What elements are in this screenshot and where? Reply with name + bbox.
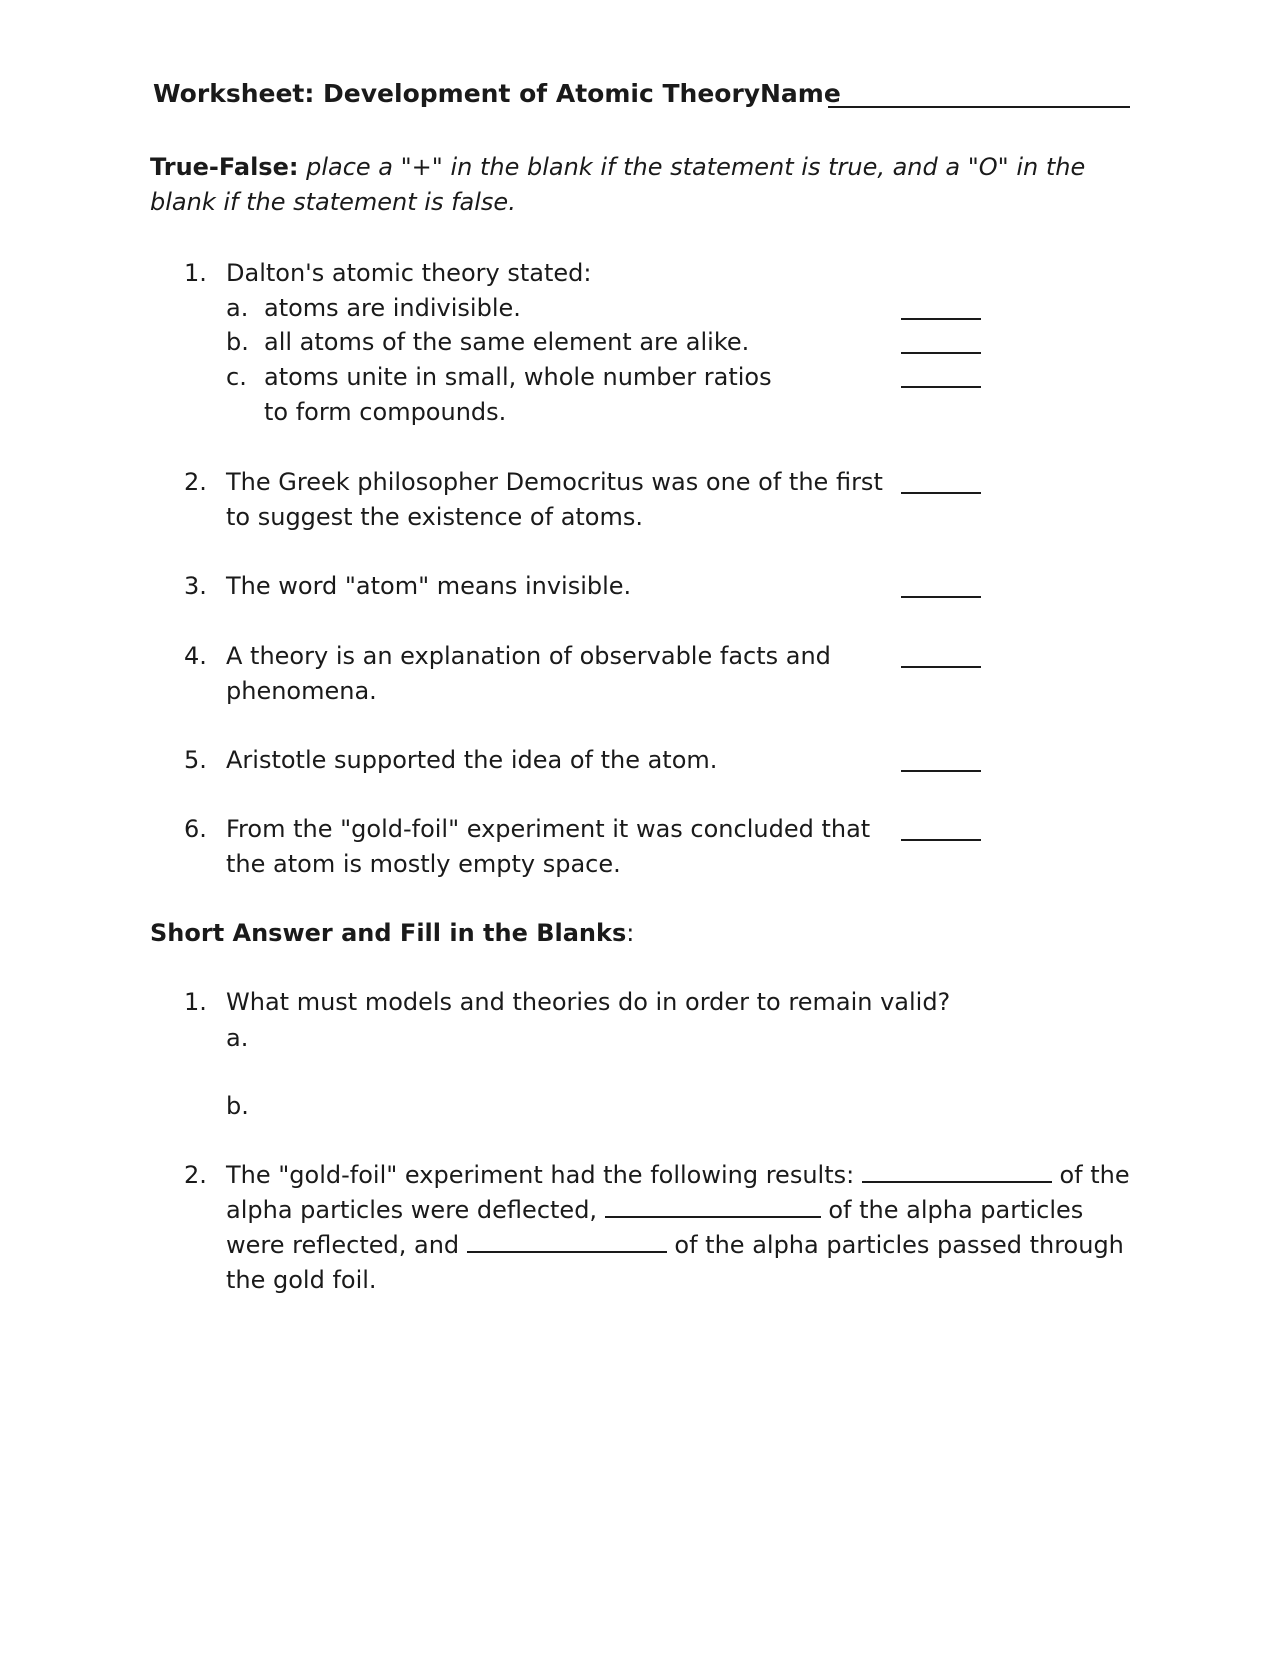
true-false-heading: True-False:: [150, 153, 299, 181]
name-blank[interactable]: [828, 106, 1130, 108]
question-text: What must models and theories do in order to remain valid?: [226, 988, 951, 1016]
answer-blank[interactable]: [901, 596, 981, 598]
question-line-2: [226, 1193, 1083, 1228]
question-line-1: [226, 1158, 1130, 1193]
item-text: atoms are indivisible.: [264, 294, 521, 322]
question-text: Aristotle supported the idea of the atom.: [226, 746, 718, 774]
true-false-instruction-text: place a "+" in the blank if the statement is true, and a "O" in the blank if the statement is false.: [150, 153, 1086, 216]
question-text: of the alpha particles passed through: [674, 1231, 1124, 1259]
answer-blank[interactable]: [901, 492, 981, 494]
answer-blank[interactable]: [901, 352, 981, 354]
question-text: were reflected, and: [226, 1231, 460, 1259]
fill-blank-reflected-fraction[interactable]: [605, 1194, 821, 1218]
question-text: of the alpha particles: [828, 1196, 1084, 1224]
question-text: The Greek philosopher Democritus was one of the first: [226, 468, 883, 496]
fill-blank-passed-fraction[interactable]: [467, 1229, 667, 1253]
item-text: all atoms of the same element are alike.: [264, 328, 750, 356]
question-text: of the: [1059, 1161, 1130, 1189]
short-answer-heading-text: Short Answer and Fill in the Blanks: [150, 919, 627, 947]
question-text: alpha particles were deflected,: [226, 1196, 598, 1224]
item-letter: c.: [226, 363, 247, 391]
answer-blank[interactable]: [901, 318, 981, 320]
answer-blank[interactable]: [901, 386, 981, 388]
question-line-4: the gold foil.: [226, 1266, 377, 1294]
question-number: 2.: [184, 1161, 207, 1189]
answer-blank[interactable]: [901, 839, 981, 841]
answer-label-b: b.: [226, 1092, 249, 1120]
worksheet-title: Worksheet: Development of Atomic Theory: [153, 79, 761, 108]
answer-blank[interactable]: [901, 666, 981, 668]
short-answer-heading-colon: :: [626, 919, 635, 947]
question-text-continued: phenomena.: [226, 677, 377, 705]
item-letter: b.: [226, 328, 249, 356]
question-number: 4.: [184, 642, 207, 670]
item-text: atoms unite in small, whole number ratios: [264, 363, 772, 391]
item-letter: a.: [226, 294, 249, 322]
answer-label-a: a.: [226, 1024, 249, 1052]
question-number: 2.: [184, 468, 207, 496]
question-number: 6.: [184, 815, 207, 843]
true-false-instructions: [150, 150, 1140, 220]
short-answer-heading: [150, 916, 634, 951]
fill-blank-deflected-fraction[interactable]: [862, 1159, 1052, 1183]
question-text-continued: to suggest the existence of atoms.: [226, 503, 643, 531]
question-number: 5.: [184, 746, 207, 774]
item-text-continued: to form compounds.: [264, 398, 507, 426]
question-text: From the "gold-foil" experiment it was concluded that: [226, 815, 871, 843]
name-label: Name: [760, 79, 841, 108]
question-text: The word "atom" means invisible.: [226, 572, 632, 600]
question-text-continued: the atom is mostly empty space.: [226, 850, 621, 878]
question-number: 3.: [184, 572, 207, 600]
question-text: A theory is an explanation of observable facts and: [226, 642, 831, 670]
answer-blank[interactable]: [901, 770, 981, 772]
question-text: Dalton's atomic theory stated:: [226, 259, 592, 287]
question-line-3: [226, 1228, 1124, 1263]
question-number: 1.: [184, 259, 207, 287]
question-text: The "gold-foil" experiment had the following results:: [226, 1161, 855, 1189]
question-number: 1.: [184, 988, 207, 1016]
